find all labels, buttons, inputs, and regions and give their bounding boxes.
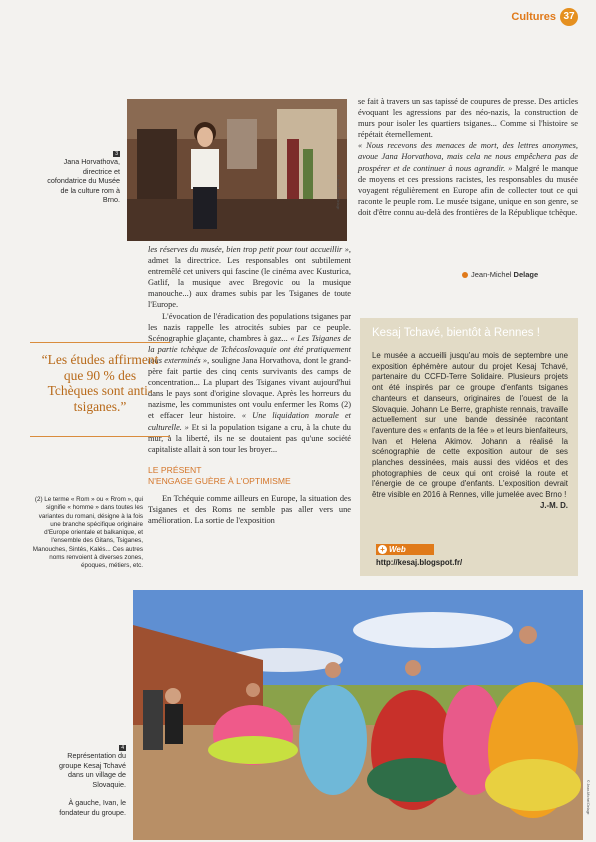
- footnote: (2) Le terme « Rom » ou « Rrom », qui signifie « homme » dans toutes les variantes du romani, désigne à la fois une branche spécifique originaire d'Europe orientale et balkanique, et l'ensemble des Gitans, Tsiganes, Manouches, Sintés, Kalés... Ces autres noms renvoient à diverses zones, époques, métiers, etc.: [32, 496, 143, 570]
- sidebar-signature: J.-M. D.: [539, 500, 568, 510]
- photo-caption-top: [42, 148, 120, 204]
- web-link[interactable]: http://kesaj.blogspot.fr/: [376, 558, 463, 567]
- sidebar-title: Kesaj Tchavé, bientôt à Rennes !: [372, 327, 540, 339]
- quote: « Les Tsiganes de la partie tchèque de Tchécoslovaquie ont été pratiquement tous exterminés »: [148, 333, 351, 365]
- author-byline: [462, 270, 538, 279]
- caption-text-1: Représentation du groupe Kesaj Tchavé dans un village de Slovaquie.: [59, 751, 126, 789]
- author-icon: [462, 272, 468, 278]
- museum-photo-illustration: [127, 99, 347, 241]
- paragraph: [148, 311, 351, 455]
- paragraph-text: L'évocation de l'éradication des populations tsiganes par les nazis rappelle les atrocités subies par ce peuple. Scénographie glaçante, chambres à gaz...: [148, 311, 351, 343]
- pull-quote-rule-bottom: [30, 436, 170, 437]
- section-subheading: [148, 465, 351, 487]
- paragraph: se fait à travers un sas tapissé de coupures de presse. Des articles évoquant les agressions par des néo-nazis, la construction de murs pour isoler les quartiers tsiganes... Comme si l'histoire se répétait éternellement.: [358, 97, 578, 140]
- subheading-line-1: LE PRÉSENT: [148, 464, 202, 475]
- sidebar-box: [360, 318, 578, 576]
- photo-credit-bottom: © Jean-Michel Delage: [586, 780, 590, 815]
- section-label: Cultures: [511, 11, 556, 23]
- article-column-middle: [148, 244, 351, 526]
- author-last-name: Delage: [513, 270, 539, 279]
- quote: les réserves du musée, bien trop petit pour tout accueillir »: [148, 245, 349, 254]
- quote: « Nous recevons des menaces de mort, des lettres anonymes, avoue Jana Horvathova, mais cela ne nous empêchera pas de prospérer et de continuer à nous agrandir. »: [358, 141, 578, 173]
- photo-dancers: [133, 590, 583, 840]
- photo-credit-top: © Jean-Michel Delage: [336, 175, 340, 210]
- caption-text-2: À gauche, Ivan, le fondateur du groupe.: [59, 798, 126, 817]
- pull-quote: “Les études affirment que 90 % des Tchèques sont anti-tsiganes.”: [41, 352, 159, 414]
- paragraph-text: Et si la population tsigane a cru, à la chute du mur, à la liberté, ils ne se doutaient pas qu'une société capitaliste allait à son tour les broyer...: [148, 422, 351, 454]
- web-tag: [376, 544, 434, 555]
- quote: « Une liquidation morale et culturelle. »: [148, 411, 351, 432]
- sidebar-text: Le musée a accueilli jusqu'au mois de septembre une exposition éphémère autour du projet Kesaj Tchavé, partenaire du CCFD-Terre Solidaire. Plusieurs projets ont été inspirés par ce groupe d'enfants tsiganes chanteurs et danseurs, originaires de l'ouest de la Slovaquie. Johann Le Berre, graphiste rennais, travaille actuellement sur une bande dessinée racontant l'aventure des « enfants de la fée » et leurs bienfaiteurs, Ivan et Helena Akimov. Johann a réalisé la scénographie de cette exposition autour de ses planches dessinées, mais aussi des vidéos et des photographies de ceux qui ont croisé la route et l'énergie de ce groupe d'enfants. L'exposition devrait être visible en 2016 à Rennes, ville jumelée avec Brno !: [372, 351, 568, 500]
- plus-icon: +: [378, 545, 387, 554]
- paragraph-text: Malgré le manque de moyens et ces pressions racistes, les responsables du musée voyagent régulièrement en Europe afin de collecter tout ce qui raconte le peuple rom. Le musée tsigane, unique en son genre, se doit d'être connu au-delà des frontières de la République tchèque.: [358, 163, 578, 217]
- paragraph-text: , souligne Jana Horvathova, dont le grand-père fait partie des cinq cents survivants des camps de concentration... La plupart des Tsiganes vivant aujourd'hui dans le pays sont d'origine slovaque. Après les horreurs du nazisme, les communistes ont voulu enfermer les Roms (2) et effacer leur histoire.: [148, 355, 351, 421]
- author-first-name: Jean-Michel: [471, 270, 512, 279]
- caption-text: Jana Horvathova, directrice et cofondatrice du Musée de la culture rom à Brno.: [47, 157, 120, 205]
- web-label: Web: [389, 545, 406, 554]
- article-column-right: [358, 96, 578, 218]
- paragraph: En Tchéquie comme ailleurs en Europe, la situation des Tsiganes et des Roms ne semble pas aller vers une amélioration. La sortie de l'exposition: [148, 493, 351, 525]
- paragraph-text: , admet la directrice. Les responsables ont subtilement entremêlé cet univers qui fascine (le cinéma avec Kusturica, Gatlif, la musique avec Bregovic ou la musique manouche...) aux drames subis par les Tsiganes de toute l'Europe.: [148, 245, 351, 310]
- subheading-line-2: N'ENGAGE GUÈRE À L'OPTIMISME: [148, 475, 291, 486]
- photo-caption-bottom: [44, 742, 126, 817]
- caption-number: 4: [121, 745, 124, 751]
- pull-quote-rule-top: [30, 342, 170, 343]
- paragraph: [358, 140, 578, 218]
- paragraph: [148, 244, 351, 311]
- caption-number: 3: [115, 151, 118, 157]
- sidebar-body: [372, 351, 568, 512]
- dancers-photo-illustration: [133, 590, 583, 840]
- page-number-badge: 37: [560, 8, 578, 26]
- photo-museum-director: [127, 99, 347, 241]
